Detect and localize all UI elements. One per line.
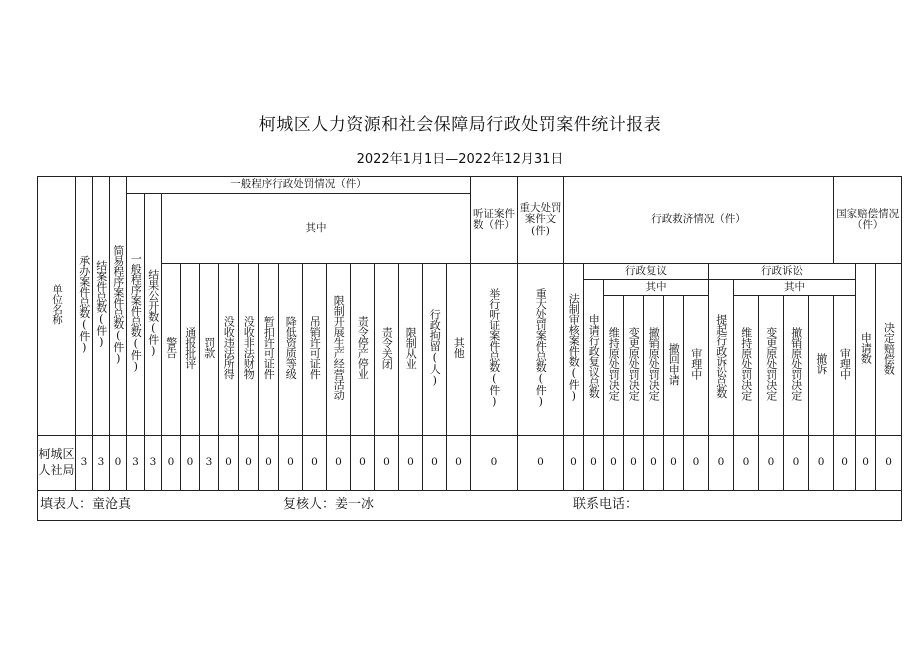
column-header-label: 提起行政诉讼总数 — [714, 313, 728, 398]
reviewer-label: 复核人：姜一冰 — [283, 497, 375, 512]
major-penalty-header: 重大处罚案件文(件) — [518, 177, 564, 264]
table-cell — [644, 296, 664, 436]
table-cell: 0 — [809, 436, 834, 491]
table-cell: 0 — [351, 436, 375, 491]
column-header-label: 维持原处罚决定 — [607, 327, 621, 401]
table-cell: 0 — [471, 436, 518, 491]
column-header-label: 变更原处罚决定 — [627, 327, 641, 401]
table-cell — [127, 194, 145, 436]
table-cell — [856, 264, 876, 436]
column-header-label: 没收非法财物 — [242, 316, 256, 380]
table-cell — [734, 296, 759, 436]
column-header-label: 审理中 — [838, 348, 852, 380]
table-cell — [809, 296, 834, 436]
column-header-label: 结果公开数(件) — [146, 268, 160, 357]
table-cell — [200, 264, 219, 436]
column-header-label: 重大处罚案件总数(件) — [534, 288, 548, 408]
table-cell — [664, 296, 684, 436]
table-cell — [375, 264, 399, 436]
column-header-label: 吊销许可证件 — [308, 316, 322, 380]
table-cell — [709, 280, 734, 436]
column-header-label: 暂扣许可证件 — [262, 316, 276, 380]
table-cell — [759, 296, 784, 436]
table-cell — [351, 264, 375, 436]
table-cell: 0 — [181, 436, 200, 491]
table-cell: 3 — [76, 436, 93, 491]
among-header: 其中 — [162, 194, 471, 264]
table-cell — [447, 264, 471, 436]
table-cell: 0 — [399, 436, 423, 491]
table-cell: 0 — [876, 436, 902, 491]
table-cell — [279, 264, 303, 436]
report-period: 2022年1月1日—2022年12月31日 — [356, 152, 564, 167]
table-cell: 0 — [375, 436, 399, 491]
table-cell: 0 — [327, 436, 351, 491]
column-header-label: 撤诉 — [814, 353, 828, 375]
table-cell — [76, 177, 93, 436]
column-header-label: 结案件总数(件) — [94, 260, 108, 349]
table-row — [38, 436, 902, 491]
column-header-label: 申请行政复议总数 — [587, 313, 601, 398]
table-cell — [604, 296, 624, 436]
column-header-label: 一般程序案件总数(件) — [129, 253, 143, 373]
table-cell — [471, 264, 518, 436]
table-cell: 0 — [219, 436, 239, 491]
table-cell: 0 — [423, 436, 447, 491]
table-cell: 0 — [709, 436, 734, 491]
column-header-label: 通报批评 — [183, 326, 197, 369]
table-cell: 0 — [644, 436, 664, 491]
column-header-label: 罚款 — [202, 337, 216, 359]
footer-row — [38, 491, 902, 521]
review-among-header: 其中 — [604, 280, 709, 296]
filler-label: 填表人：童沧真 — [40, 497, 132, 512]
column-header-label: 单位名称 — [51, 284, 63, 325]
column-header-label: 撤回申请 — [667, 342, 681, 385]
table-cell: 0 — [162, 436, 181, 491]
column-header-label: 限制从业 — [404, 326, 418, 369]
column-header-label: 决定赔偿数 — [882, 321, 896, 375]
column-header-label: 撤销原处罚决定 — [789, 327, 803, 401]
table-cell: 0 — [759, 436, 784, 491]
report-title: 柯城区人力资源和社会保障局行政处罚案件统计报表 — [258, 115, 662, 135]
column-header-label: 降低资质等级 — [284, 316, 298, 380]
table-cell — [399, 264, 423, 436]
table-cell: 0 — [834, 436, 856, 491]
column-header-label: 责令停产停业 — [356, 316, 370, 380]
table-cell: 0 — [584, 436, 604, 491]
table-cell: 0 — [734, 436, 759, 491]
table-cell — [518, 264, 564, 436]
column-header-label: 警告 — [164, 337, 178, 359]
column-header-label: 维持原处罚决定 — [739, 327, 753, 401]
column-header-label: 举行听证案件总数(件) — [487, 288, 501, 408]
litigation-among-header: 其中 — [734, 280, 856, 296]
table-cell — [219, 264, 239, 436]
contact-label: 联系电话： — [573, 497, 639, 512]
unit-name-cell: 柯城区人社局 — [38, 436, 76, 491]
table-cell: 3 — [127, 436, 145, 491]
table-cell: 0 — [518, 436, 564, 491]
table-cell: 0 — [664, 436, 684, 491]
table-cell — [564, 264, 584, 436]
unit-header-cell — [38, 177, 76, 436]
column-header-label: 法制审核案件数(件) — [567, 293, 581, 403]
table-cell — [303, 264, 327, 436]
table-cell — [259, 264, 279, 436]
table-cell — [834, 296, 856, 436]
table-cell: 0 — [856, 436, 876, 491]
table-cell: 0 — [784, 436, 809, 491]
admin-review-header: 行政复议 — [584, 264, 709, 280]
table-cell: 0 — [684, 436, 709, 491]
table-cell: 0 — [604, 436, 624, 491]
column-header-label: 撤销原处罚决定 — [647, 327, 661, 401]
hearing-header: 听证案件数（件） — [471, 177, 518, 264]
table-cell — [93, 177, 110, 436]
table-cell — [423, 264, 447, 436]
table-cell — [110, 177, 127, 436]
statistics-table — [37, 176, 902, 521]
column-header-label: 审理中 — [689, 348, 703, 380]
table-cell — [684, 296, 709, 436]
table-cell — [38, 491, 902, 521]
table-cell: 3 — [145, 436, 162, 491]
table-cell: 0 — [259, 436, 279, 491]
general-procedure-header: 一般程序行政处罚情况（件） — [127, 177, 471, 194]
table-cell — [584, 280, 604, 436]
table-cell: 0 — [447, 436, 471, 491]
table-cell — [239, 264, 259, 436]
table-cell: 0 — [279, 436, 303, 491]
table-cell: 0 — [624, 436, 644, 491]
column-header-label: 变更原处罚决定 — [764, 327, 778, 401]
column-header-label: 简易程序案件总数(件) — [111, 244, 125, 365]
column-header-label: 限制开展生产经营活动 — [332, 295, 346, 401]
admin-litigation-header: 行政诉讼 — [709, 264, 856, 280]
table-cell: 3 — [200, 436, 219, 491]
table-cell: 0 — [110, 436, 127, 491]
table-cell: 0 — [303, 436, 327, 491]
table-cell — [784, 296, 809, 436]
column-header-label: 没收违法所得 — [222, 316, 236, 380]
table-cell: 0 — [564, 436, 584, 491]
table-cell — [181, 264, 200, 436]
table-cell: 3 — [93, 436, 110, 491]
table-cell — [162, 264, 181, 436]
state-compensation-header: 国家赔偿情况（件） — [834, 177, 902, 264]
column-header-label: 责令关闭 — [380, 326, 394, 369]
column-header-label: 其他 — [452, 337, 466, 359]
column-header-label: 申请数 — [859, 332, 873, 364]
table-cell: 0 — [239, 436, 259, 491]
column-header-label: 行政拘留(人) — [428, 309, 442, 387]
table-cell — [327, 264, 351, 436]
table-cell — [145, 194, 162, 436]
table-cell — [876, 264, 902, 436]
table-cell — [624, 296, 644, 436]
admin-remedy-header: 行政救济情况（件） — [564, 177, 834, 264]
column-header-label: 承办案件总数(件) — [77, 255, 91, 354]
